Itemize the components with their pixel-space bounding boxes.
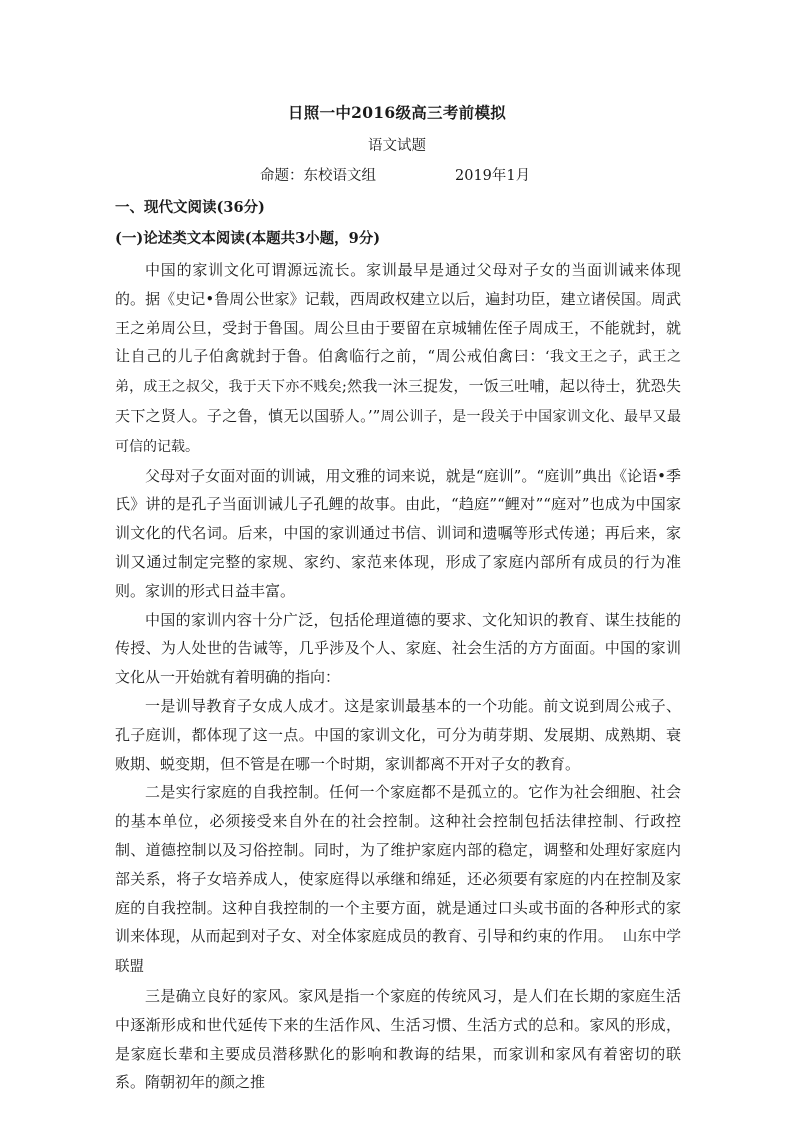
paragraph-1-part-b: ;然我一沐三捉发，一饭三吐哺，起以待士，犹恐失天下之贤人。子之鲁，慎无以国骄人。’” (115, 377, 681, 425)
paragraph-3: 中国的家训内容十分广泛，包括伦理道德的要求、文化知识的教育、谋生技能的传授、为人处世的告诫等，几乎涉及个人、家庭、社会生活的方方面面。中国的家训文化从一开始就有着明确的指向： (115, 610, 681, 687)
paragraph-2: 父母对子女面对面的训诫，用文雅的词来说，就是“庭训”。“庭训”典出《论语•季氏》讲的是孔子当面训诫儿子孔鲤的故事。由此，“趋庭”“鲤对”“庭对”也成为中国家训文化的代名词。后来，中国的家训通过书信、训词和遗嘱等形式传递；再后来，家训又通过制定完整的家规、家约、家范来体现，形成了家庭内部所有成员的行为准则。家训的形式日益丰富。 (115, 466, 681, 600)
subsection-heading: (一)论述类文本阅读(本题共3小题，9分) (115, 230, 381, 247)
paragraph-1-quote: ‘我文王之子，武王之弟，成王之叔父，我于天下亦不贱矣 (115, 349, 681, 396)
exam-author: 命题：东校语文组 (260, 168, 376, 184)
exam-title: 日照一中2016级高三考前模拟 (287, 103, 507, 122)
paragraph-6: 三是确立良好的家风。家风是指一个家庭的传统风习，是人们在长期的家庭生活中逐渐形成和世代延传下来的生活作风、生活习惯、生活方式的总和。家风的形成，是家庭长辈和主要成员潜移默化的影响和教诲的结果，而家训和家风有着密切的联系。隋朝初年的颜之推 (115, 986, 681, 1092)
paragraph-1 (115, 256, 681, 462)
exam-subtitle: 语文试题 (368, 138, 426, 154)
paragraph-1-part-c: 周公训子，是一段关于中国家训文化、最早又最可信的记载。 (115, 408, 681, 455)
section-heading: 一、现代文阅读(36分) (115, 199, 265, 216)
paragraph-5 (115, 778, 681, 982)
reading-passage (115, 256, 681, 1097)
paragraph-1-part-a: 中国的家训文化可谓源远流长。家训最早是通过父母对子女的当面训诫来体现的。据《史记•鲁周公世家》记载，西周政权建立以后，遍封功臣，建立诸侯国。周武王之弟周公旦，受封于鲁国。周公旦由于要留在京城辅佐侄子周成王，不能就封，就让自己的儿子伯禽就封于鲁。伯禽临行之前，“周公戒伯禽曰： (115, 261, 681, 366)
watermark-tag: 山东中学联盟 (115, 929, 681, 976)
exam-date: 2019年1月 (455, 168, 531, 184)
paragraph-4: 一是训导教育子女成人成才。这是家训最基本的一个功能。前文说到周公戒子、孔子庭训，都体现了这一点。中国的家训文化，可分为萌芽期、发展期、成熟期、衰败期、蜕变期，但不管是在哪一个时期，家训都离不开对子女的教育。 (115, 696, 681, 773)
paragraph-5-text: 二是实行家庭的自我控制。任何一个家庭都不是孤立的。它作为社会细胞、社会的基本单位，必须接受来自外在的社会控制。这种社会控制包括法律控制、行政控制、道德控制以及习俗控制。同时，为了维护家庭内部的稳定，调整和处理好家庭内部关系，将子女培养成人，使家庭得以承继和绵延，还必须要有家庭的内在控制及家庭的自我控制。这种自我控制的一个主要方面，就是通过口头或书面的各种形式的家训来体现，从而起到对子女、对全体家庭成员的教育、引导和约束的作用。 (115, 783, 681, 946)
